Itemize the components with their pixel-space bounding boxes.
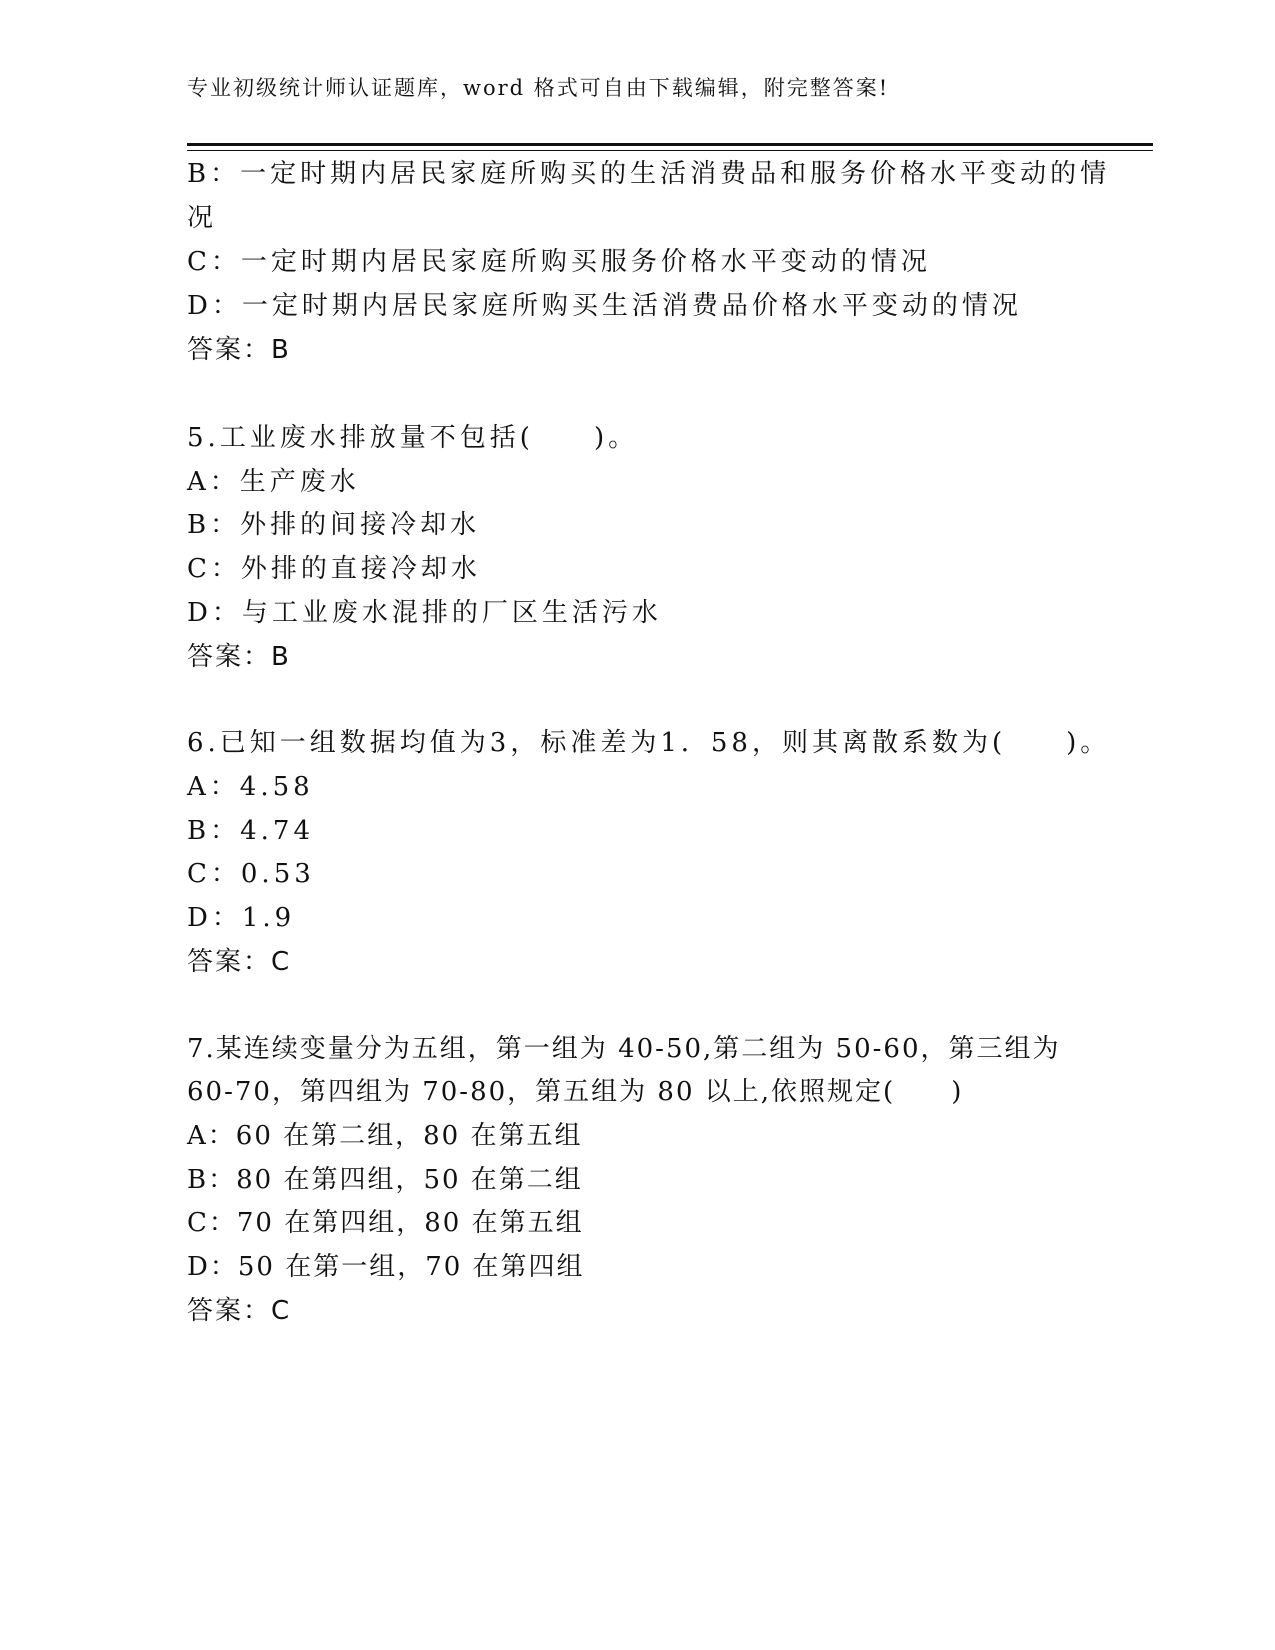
q5-option-d: D：与工业废水混排的厂区生活污水 <box>187 598 662 628</box>
document-header: 专业初级统计师认证题库，word 格式可自由下载编辑，附完整答案! <box>187 76 890 100</box>
q7-option-c: C：70 在第四组，80 在第五组 <box>187 1208 584 1238</box>
q6-question: 6.已知一组数据均值为3，标准差为1．58，则其离散系数为( )。 <box>187 728 1111 758</box>
q4-answer: 答案：B <box>187 335 291 365</box>
q6-option-b: B：4.74 <box>187 816 314 846</box>
q4-option-d: D：一定时期内居民家庭所购买生活消费品价格水平变动的情况 <box>187 291 1022 321</box>
q5-option-b: B：外排的间接冷却水 <box>187 510 481 540</box>
q7-option-d: D：50 在第一组，70 在第四组 <box>187 1252 585 1282</box>
q5-question: 5.工业废水排放量不包括( )。 <box>187 423 639 453</box>
q6-option-c: C：0.53 <box>187 859 315 889</box>
q5-option-c: C：外排的直接冷却水 <box>187 554 481 584</box>
q4-option-c: C：一定时期内居民家庭所购买服务价格水平变动的情况 <box>187 247 931 277</box>
q7-option-b: B：80 在第四组，50 在第二组 <box>187 1165 583 1195</box>
q6-option-d: D：1.9 <box>187 903 296 933</box>
q4-option-b-line2: 况 <box>187 203 218 233</box>
q6-answer: 答案：C <box>187 947 292 977</box>
q7-question-line1: 7.某连续变量分为五组，第一组为 40-50,第二组为 50-60，第三组为 <box>187 1034 1061 1064</box>
q5-option-a: A：生产废水 <box>187 467 360 497</box>
q4-option-b-line1: B：一定时期内居民家庭所购买的生活消费品和服务价格水平变动的情 <box>187 159 1111 189</box>
header-divider-thick <box>187 143 1153 146</box>
header-divider-thin <box>187 150 1153 151</box>
q7-option-a: A：60 在第二组，80 在第五组 <box>187 1121 583 1151</box>
q6-option-a: A：4.58 <box>187 772 314 802</box>
q7-question-line2: 60-70，第四组为 70-80，第五组为 80 以上,依照规定( ) <box>187 1077 964 1107</box>
q5-answer: 答案：B <box>187 642 291 672</box>
q7-answer: 答案：C <box>187 1296 292 1326</box>
